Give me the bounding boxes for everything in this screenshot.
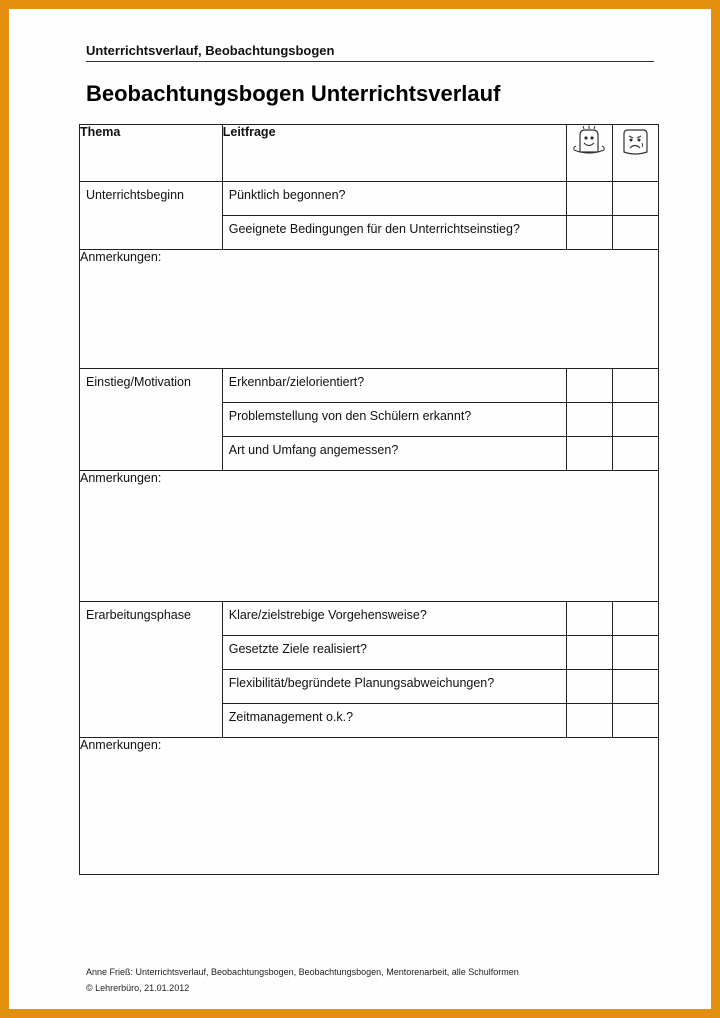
column-header-positive xyxy=(566,125,612,182)
negative-check-cell[interactable] xyxy=(612,182,658,216)
column-header-leitfrage: Leitfrage xyxy=(222,125,566,182)
table-row xyxy=(80,182,659,216)
positive-check-cell[interactable] xyxy=(566,403,612,437)
question-label: Pünktlich begonnen? xyxy=(228,188,346,202)
notes-row xyxy=(80,738,659,875)
notes-field[interactable] xyxy=(80,738,659,875)
table-row xyxy=(80,369,659,403)
thema-label: Erarbeitungsphase xyxy=(86,608,191,622)
question-cell xyxy=(222,670,566,704)
question-cell xyxy=(222,216,566,250)
notes-label: Anmerkungen: xyxy=(80,471,162,485)
positive-check-cell[interactable] xyxy=(566,369,612,403)
negative-check-cell[interactable] xyxy=(612,437,658,471)
positive-check-cell[interactable] xyxy=(566,437,612,471)
observation-table xyxy=(79,124,659,875)
page-title: Beobachtungsbogen Unterrichtsverlauf xyxy=(86,81,501,106)
question-cell xyxy=(222,369,566,403)
table-header-row xyxy=(80,125,659,182)
footer-copyright: © Lehrerbüro, 21.01.2012 xyxy=(86,983,190,993)
positive-check-cell[interactable] xyxy=(566,636,612,670)
happy-face-icon xyxy=(567,125,612,157)
running-header: Unterrichtsverlauf, Beobachtungsbogen xyxy=(86,43,335,58)
question-cell xyxy=(222,403,566,437)
question-label: Flexibilität/begründete Planungsabweichungen? xyxy=(228,676,495,690)
thema-label: Einstieg/Motivation xyxy=(86,375,191,389)
column-header-thema: Thema xyxy=(80,125,223,182)
negative-check-cell[interactable] xyxy=(612,636,658,670)
positive-check-cell[interactable] xyxy=(566,216,612,250)
table-row xyxy=(80,602,659,636)
header-rule xyxy=(86,61,654,62)
footer-credit: Anne Frieß: Unterrichtsverlauf, Beobachtungsbogen, Beobachtungsbogen, Mentorenarbeit, alle Schulformen xyxy=(86,967,519,977)
negative-check-cell[interactable] xyxy=(612,369,658,403)
notes-label: Anmerkungen: xyxy=(80,738,162,752)
negative-check-cell[interactable] xyxy=(612,704,658,738)
positive-check-cell[interactable] xyxy=(566,602,612,636)
notes-field[interactable] xyxy=(80,471,659,602)
positive-check-cell[interactable] xyxy=(566,182,612,216)
positive-check-cell[interactable] xyxy=(566,670,612,704)
page-footer xyxy=(86,964,519,996)
notes-field[interactable] xyxy=(80,250,659,369)
question-cell xyxy=(222,182,566,216)
question-cell xyxy=(222,602,566,636)
thema-label: Unterrichtsbeginn xyxy=(86,188,184,202)
question-label: Erkennbar/zielorientiert? xyxy=(228,375,365,389)
negative-check-cell[interactable] xyxy=(612,602,658,636)
question-label: Gesetzte Ziele realisiert? xyxy=(228,642,367,656)
negative-check-cell[interactable] xyxy=(612,403,658,437)
question-label: Art und Umfang angemessen? xyxy=(228,443,399,457)
thema-cell xyxy=(80,182,223,250)
thema-cell xyxy=(80,369,223,471)
question-label: Zeitmanagement o.k.? xyxy=(228,710,354,724)
thema-cell xyxy=(80,602,223,738)
question-cell xyxy=(222,636,566,670)
question-cell xyxy=(222,704,566,738)
sad-face-icon xyxy=(613,125,658,157)
notes-row xyxy=(80,471,659,602)
negative-check-cell[interactable] xyxy=(612,670,658,704)
question-label: Geeignete Bedingungen für den Unterrichtseinstieg? xyxy=(228,222,520,236)
notes-label: Anmerkungen: xyxy=(80,250,162,264)
question-cell xyxy=(222,437,566,471)
negative-check-cell[interactable] xyxy=(612,216,658,250)
worksheet-page xyxy=(9,9,711,1009)
column-header-negative xyxy=(612,125,658,182)
notes-row xyxy=(80,250,659,369)
question-label: Klare/zielstrebige Vorgehensweise? xyxy=(228,608,427,622)
positive-check-cell[interactable] xyxy=(566,704,612,738)
question-label: Problemstellung von den Schülern erkannt? xyxy=(228,409,472,423)
